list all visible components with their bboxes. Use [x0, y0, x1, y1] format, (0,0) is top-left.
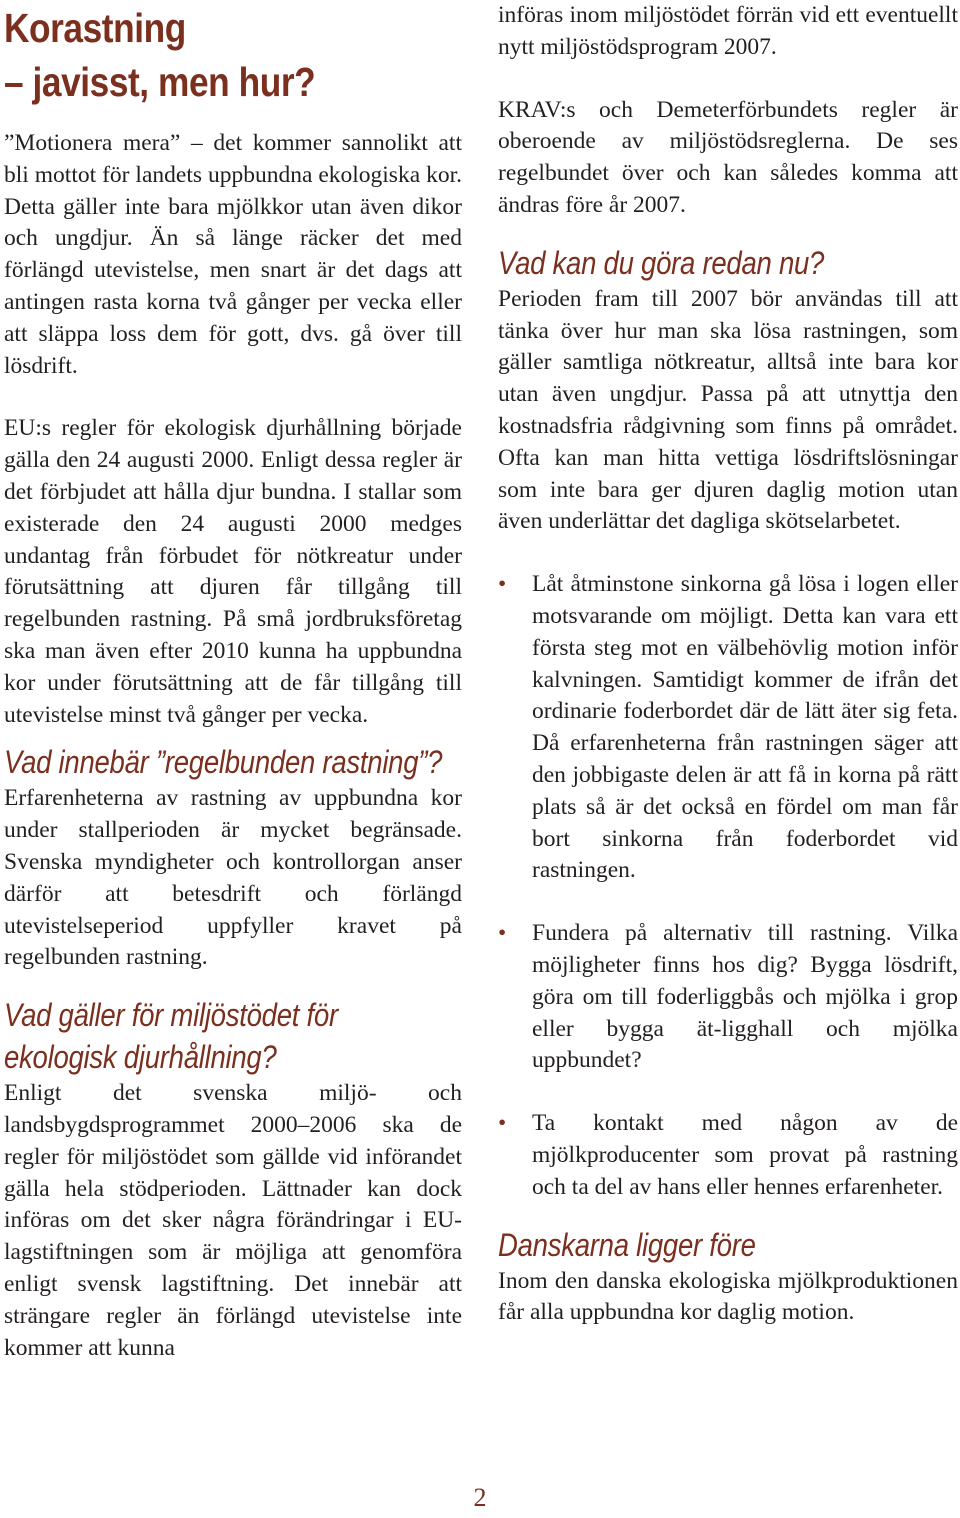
page-number: 2: [473, 1483, 487, 1512]
heading-danskarna: Danskarna ligger före: [498, 1226, 756, 1263]
advice-list: [498, 569, 958, 1203]
section-danskarna: Inom den danska ekologiska mjölkproduktionen får alla uppbundna kor daglig motion.: [498, 1267, 958, 1326]
eu-rules-paragraph: EU:s regler för ekologisk djurhållning började gälla den 24 augusti 2000. Enligt dessa regler är det förbjudet att hålla djur bundna. I stallar som existerade den 24 augusti 2000 medges undantag från förbudet för nötkreatur under förutsättning att djuren får tillgång till regelbunden rastning. På små jordbruksföretag ska man även efter 2010 kunna ha uppbundna kor under förutsättning att de får tillgång till utevistelse minst två gånger per vecka.: [4, 415, 462, 728]
advice-item: • Fundera på alternativ till rastning. Vilka möjligheter finns hos dig? Bygga lösdrift, göra om till foderliggbås och mjölka i grop eller bygga ät-ligghall och mjölka uppbundet?: [498, 918, 958, 1077]
intro-paragraph: ”Motionera mera” – det kommer sannolikt att bli mottot för landets uppbundna ekologiska kor. Detta gäller inte bara mjölkkor utan även dikor och ungdjur. Än så länge räcker det med förlängd utevistelse, men snart är det dags att antingen rasta korna två gånger per vecka eller att släppa loss dem för gott, dvs. gå över till lösdrift.: [4, 130, 462, 379]
left-column: [4, 0, 462, 1364]
heading-miljostod-line-1: Vad gäller för miljöstödet för: [4, 997, 338, 1034]
krav-paragraph: KRAV:s och Demeterförbundets regler är oberoende av miljöstödsreglerna. De ses regelbundet över och kan således komma att ändras före år 2007.: [498, 96, 958, 218]
heading-regelbunden-rastning: Vad innebär ”regelbunden rastning”?: [4, 744, 443, 781]
advice-item: • Låt åtminstone sinkorna gå lösa i logen eller motsvarande om möjligt. Detta kan vara ett första steg mot en välbehövlig motion inför kalvningen. Samtidigt kommer de ifrån det ordinarie foderbordet där de lätt äter sig feta. Då erfarenheterna från rastningen säger att den jobbigaste delen är att få in korna på rätt plats så är det också en fördel om man får bort sinkorna från foderbordet vid rastningen.: [498, 569, 958, 887]
section-miljostod: Enligt det svenska miljö- och landsbygdsprogrammet 2000–2006 ska de regler för miljöstödet som gällde vid införandet gälla hela stödperioden. Lättnader kan dock införas om det sker några förändringar i EU-lagstiftningen som är möjliga att genomföra enligt svensk lagstiftning. Det innebär att strängare regler än förlängd utevistelse inte kommer att kunna: [4, 1080, 462, 1361]
heading-gora-redan-nu: Vad kan du göra redan nu?: [498, 244, 825, 281]
section-regelbunden-rastning: Erfarenheterna av rastning av uppbundna kor under stallperioden är mycket begränsade. Svenska myndigheter och kontrollorgan anser därför att betesdrift och förlängd utevistelseperiod uppfyller kravet på regelbunden rastning.: [4, 785, 462, 971]
heading-miljostod-line-2: ekologisk djurhållning?: [4, 1039, 277, 1076]
article-title-line-2: – javisst, men hur?: [4, 59, 316, 105]
right-column: [498, 0, 958, 1329]
continuation-paragraph: införas inom miljöstödet förrän vid ett eventuellt nytt miljöstödsprogram 2007.: [498, 2, 958, 60]
article-title-line-1: Korastning: [4, 5, 186, 51]
section-gora-redan-nu: Perioden fram till 2007 bör användas till att tänka över hur man ska lösa rastningen, som gäller samtliga nötkreatur, alltså inte bara kor utan även ungdjur. Passa på att utnyttja den kostnadsfria rådgivning som finns på området. Ofta kan man hitta vettiga lösdriftslösningar som inte bara ger djuren daglig motion utan även underlättar det dagliga skötselarbetet.: [498, 285, 958, 535]
advice-item: • Ta kontakt med någon av de mjölkproducenter som provat på rastning och ta del av hans eller hennes erfarenheter.: [498, 1108, 958, 1203]
